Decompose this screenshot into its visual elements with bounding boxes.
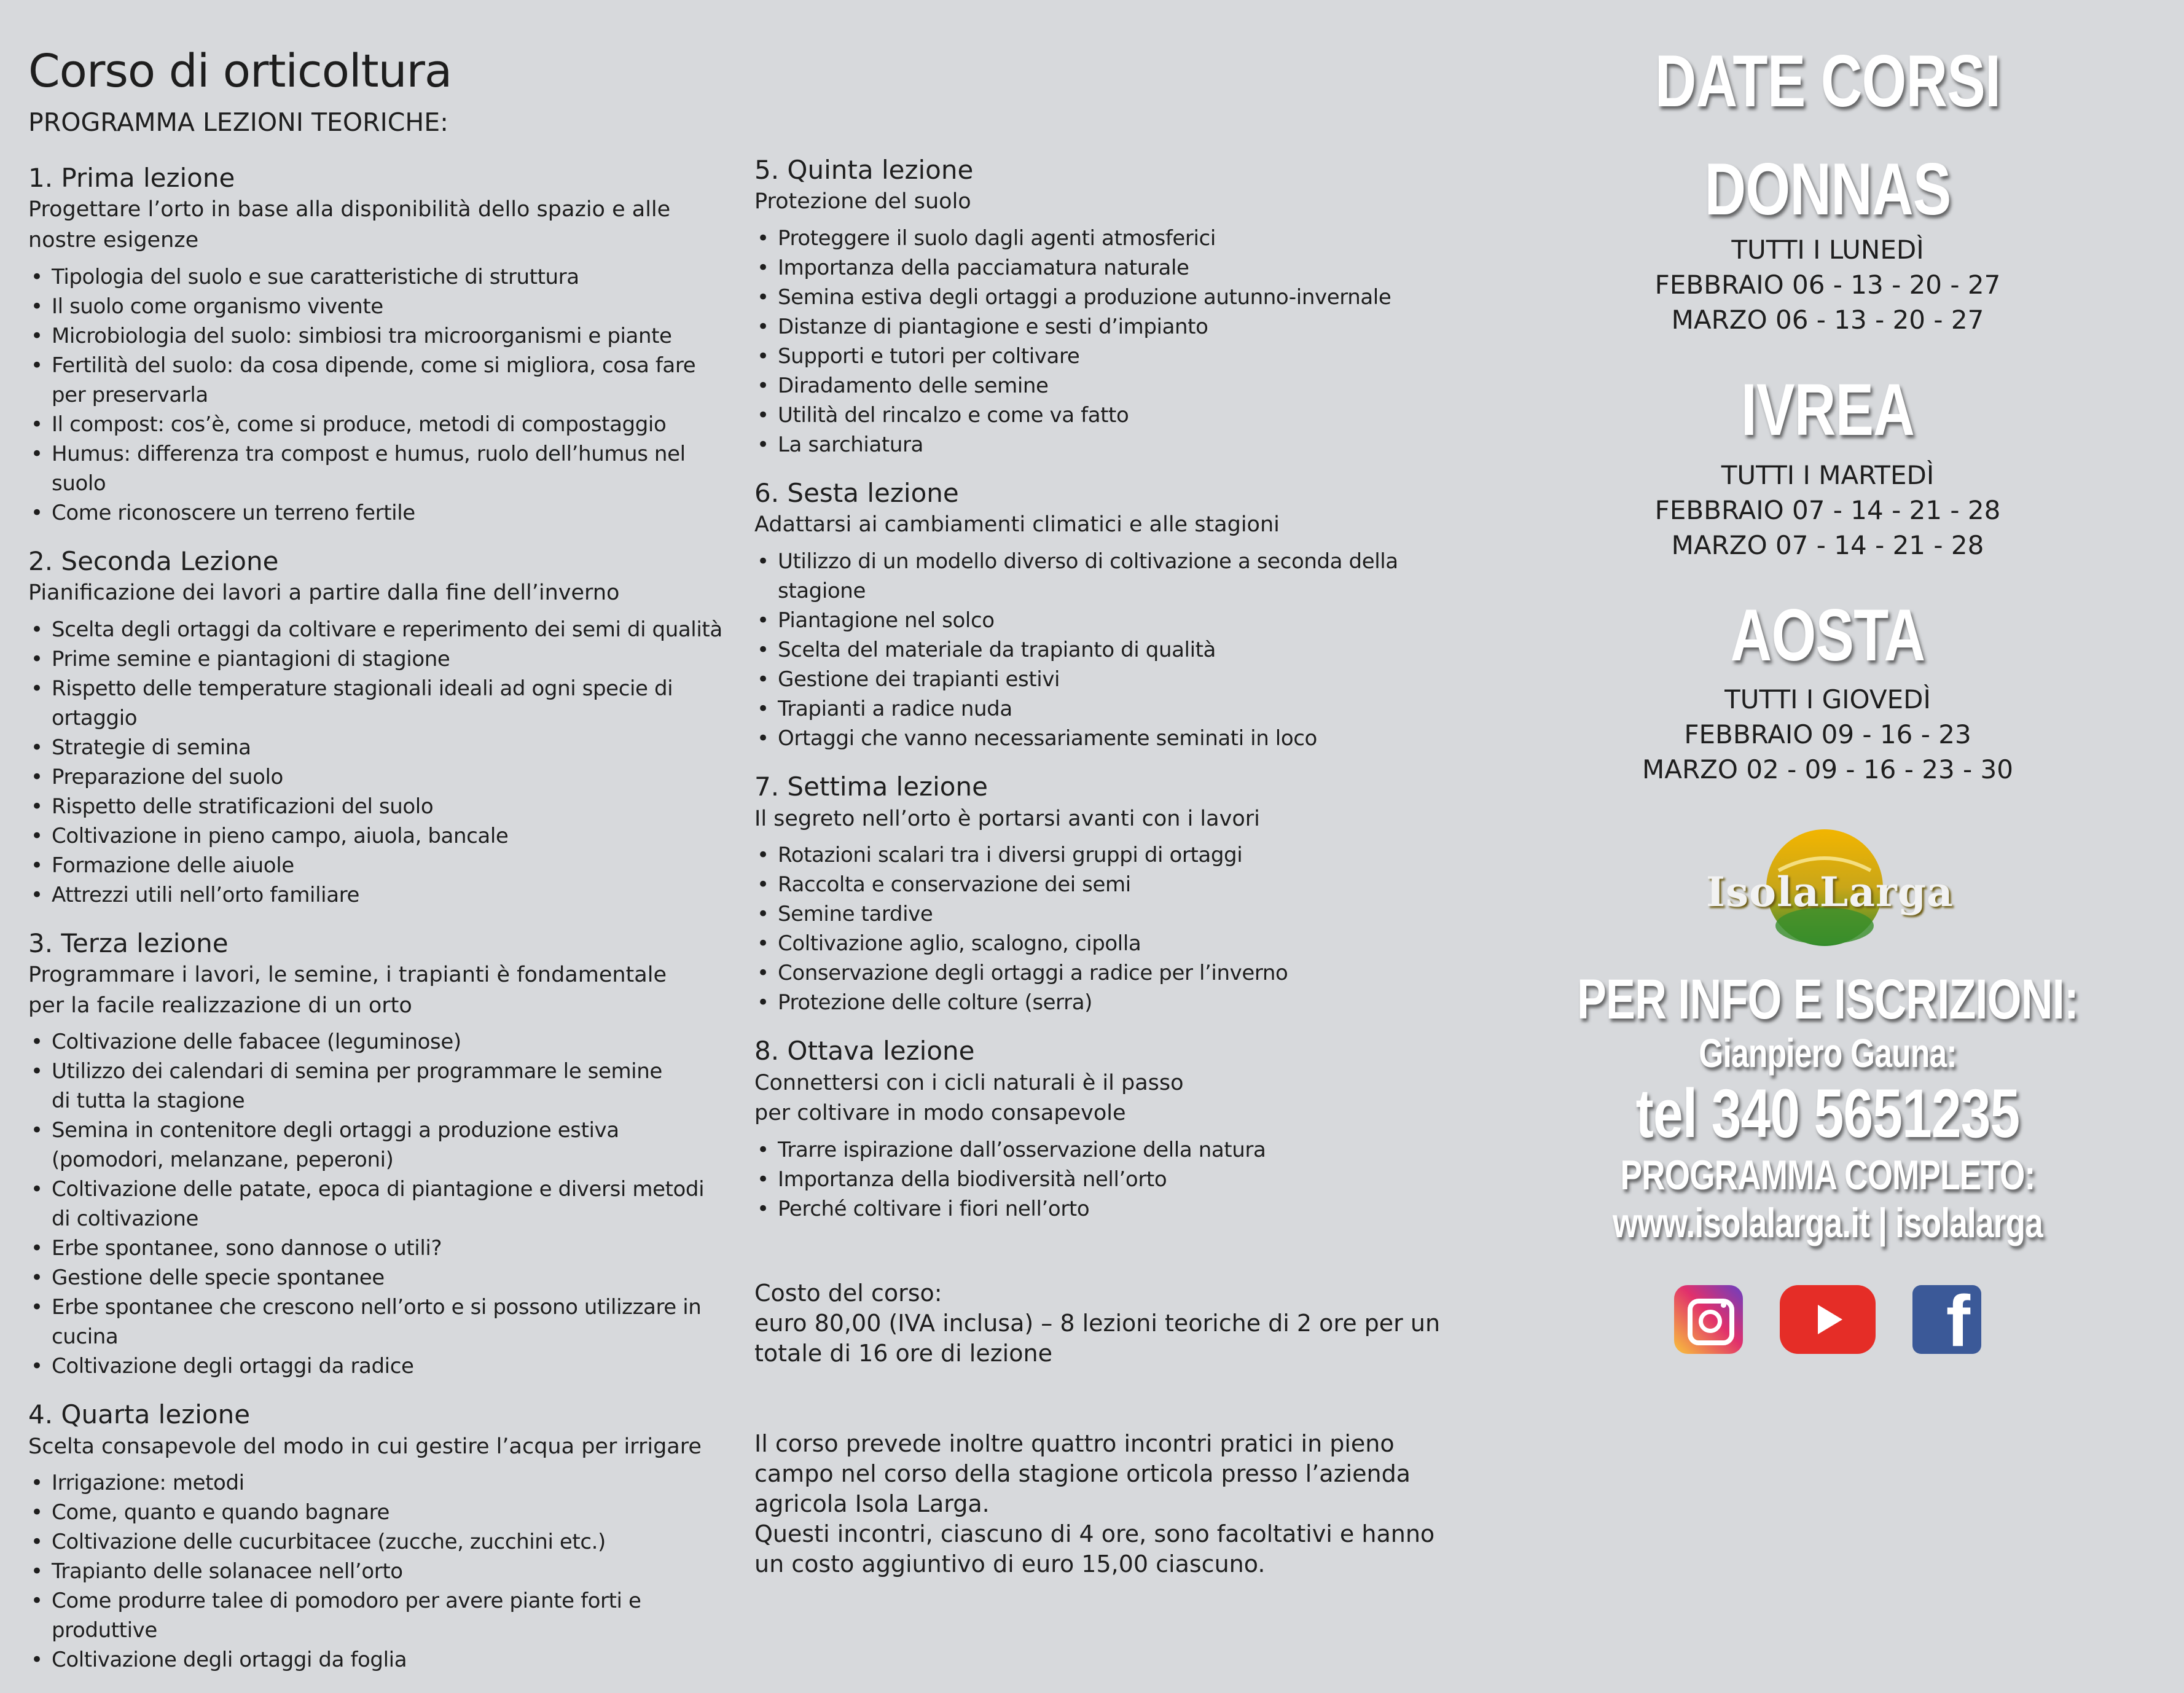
list-item: • Irrigazione: metodi [28,1468,729,1498]
list-item: • Piantagione nel solco [754,606,1442,635]
contact-name: Gianpiero Gauna: [1699,1030,1957,1076]
list-item: • Erbe spontanee, sono dannose o utili? [28,1234,729,1263]
list-item: • La sarchiatura [754,430,1442,459]
list-item: • Il compost: cos’è, come si produce, metodi di compostaggio [28,410,729,439]
facebook-icon[interactable]: f [1912,1285,1981,1354]
program-subtitle: PROGRAMMA LEZIONI TEORICHE: [28,107,448,137]
list-item: • Coltivazione delle patate, epoca di piantagione e diversi metodi di coltivazione [28,1175,729,1234]
lesson-topics [28,1468,729,1675]
list-item: • Coltivazione aglio, scalogno, cipolla [754,929,1442,958]
list-item: • Semina in contenitore degli ortaggi a produzione estiva (pomodori, melanzane, peperoni) [28,1116,729,1175]
instagram-icon[interactable] [1674,1285,1743,1354]
list-item: • Il suolo come organismo vivente [28,292,729,321]
list-item: • Preparazione del suolo [28,762,729,792]
list-item: • Come, quanto e quando bagnare [28,1498,729,1527]
location-name: IVREA [1740,369,1915,451]
cost-paragraph: Costo del corso: euro 80,00 (IVA inclusa) – 8 lezioni teoriche di 2 ore per un totale di 16 ore di lezione [754,1280,1441,1367]
social-links [1499,1285,2156,1354]
location-ivrea [1499,369,2156,563]
location-donnas [1499,148,2156,337]
youtube-icon[interactable] [1780,1285,1876,1354]
schedule-february: FEBBRAIO 09 - 16 - 23 [1684,719,1971,749]
list-item: • Supporti e tutori per coltivare [754,342,1442,371]
lesson-topics [754,840,1442,1017]
right-column [1499,40,2156,1355]
list-item: • Attrezzi utili nell’orto familiare [28,880,729,910]
list-item: • Strategie di semina [28,733,729,762]
list-item: • Coltivazione degli ortaggi da radice [28,1351,729,1381]
lesson-subtitle: Protezione del suolo [754,189,971,214]
lesson-1 [28,163,729,528]
list-item: • Humus: differenza tra compost e humus, ruolo dell’humus nel suolo [28,439,729,498]
lesson-title: 3. Terza lezione [28,928,229,958]
list-item: • Perché coltivare i fiori nell’orto [754,1194,1442,1224]
list-item: • Gestione dei trapianti estivi [754,665,1442,694]
list-item: • Trapianti a radice nuda [754,694,1442,724]
lesson-topics [754,547,1442,753]
list-item: • Come riconoscere un terreno fertile [28,498,729,528]
list-item: • Prime semine e piantagioni di stagione [28,644,729,674]
lesson-subtitle: Pianificazione dei lavori a partire dalla fine dell’inverno [28,580,620,605]
course-cost [754,1248,1442,1640]
list-item: • Rispetto delle temperature stagionali ideali ad ogni specie di ortaggio [28,674,729,733]
list-item: • Erbe spontanee che crescono nell’orto e si possono utilizzare in cucina [28,1292,729,1351]
list-item: • Semine tardive [754,899,1442,929]
list-item: • Conservazione degli ortaggi a radice per l’inverno [754,958,1442,988]
list-item: • Scelta degli ortaggi da coltivare e reperimento dei semi di qualità [28,615,729,644]
lesson-6 [754,478,1442,753]
lesson-5 [754,155,1442,459]
schedule-february: FEBBRAIO 06 - 13 - 20 - 27 [1654,270,2001,300]
lesson-7 [754,772,1442,1017]
contact-phone[interactable]: tel 340 5651235 [1635,1074,2020,1152]
list-item: • Utilizzo dei calendari di semina per programmare le semine di tutta la stagione [28,1057,729,1116]
list-item: • Proteggere il suolo dagli agenti atmosferici [754,224,1442,253]
list-item: • Protezione delle colture (serra) [754,988,1442,1017]
list-item: • Tipologia del suolo e sue caratteristiche di struttura [28,262,729,292]
list-item: • Scelta del materiale da trapianto di qualità [754,635,1442,665]
list-item: • Coltivazione degli ortaggi da foglia [28,1645,729,1675]
lesson-topics [28,262,729,528]
lesson-topics [754,224,1442,459]
page-title: Corso di orticoltura [28,45,452,98]
list-item: • Utilizzo di un modello diverso di coltivazione a seconda della stagione [754,547,1442,606]
lesson-title: 7. Settima lezione [754,772,988,802]
info-heading: PER INFO E ISCRIZIONI: [1576,968,2079,1031]
list-item: • Come produrre talee di pomodoro per avere piante forti e produttive [28,1586,729,1645]
list-item: • Coltivazione delle cucurbitacee (zucche, zucchini etc.) [28,1527,729,1557]
isolalarga-logo [1693,827,1963,956]
lesson-subtitle: Connettersi con i cicli naturali è il passo per coltivare in modo consapevole [754,1070,1184,1126]
list-item: • Coltivazione delle fabacee (leguminose) [28,1027,729,1057]
lesson-topics [28,615,729,910]
location-aosta [1499,594,2156,787]
website-link[interactable]: www.isolalarga.it | isolalarga [1613,1200,2043,1247]
lesson-8 [754,1036,1442,1224]
lesson-subtitle: Programmare i lavori, le semine, i trapianti è fondamentale per la facile realizzazione di un orto [28,963,667,1018]
list-item: • Semina estiva degli ortaggi a produzione autunno-invernale [754,283,1442,312]
lesson-subtitle: Il segreto nell’orto è portarsi avanti con i lavori [754,806,1260,831]
list-item: • Distanze di piantagione e sesti d’impianto [754,312,1442,342]
list-item: • Gestione delle specie spontanee [28,1263,729,1292]
lesson-subtitle: Progettare l’orto in base alla disponibilità dello spazio e alle nostre esigenze [28,197,671,252]
schedule-day: TUTTI I GIOVEDÌ [1724,684,1931,714]
practical-meetings-paragraph: Il corso prevede inoltre quattro incontri pratici in pieno campo nel corso della stagione orticola presso l’azienda agricola Isola Larga. Questi incontri, ciascuno di 4 ore, sono facoltativi e hanno un costo aggiuntivo di euro 15,00 ciascuno. [754,1430,1435,1578]
schedule-day: TUTTI I LUNEDÌ [1731,235,1924,265]
lesson-topics [28,1027,729,1381]
list-item: • Importanza della biodiversità nell’orto [754,1165,1442,1194]
list-item: • Diradamento delle semine [754,371,1442,401]
list-item: • Raccolta e conservazione dei semi [754,870,1442,899]
list-item: • Trapianto delle solanacee nell’orto [28,1557,729,1586]
lesson-4 [28,1399,729,1675]
list-item: • Ortaggi che vanno necessariamente seminati in loco [754,724,1442,753]
location-name: AOSTA [1730,594,1925,676]
dates-heading: DATE CORSI [1654,40,2001,122]
list-item: • Trarre ispirazione dall’osservazione della natura [754,1135,1442,1165]
logo-text: IsolaLarga [1706,868,1954,916]
lesson-title: 1. Prima lezione [28,162,235,193]
schedule-march: MARZO 06 - 13 - 20 - 27 [1671,305,1984,335]
lesson-title: 5. Quinta lezione [754,155,974,185]
lesson-title: 8. Ottava lezione [754,1036,975,1066]
list-item: • Rotazioni scalari tra i diversi gruppi di ortaggi [754,840,1442,870]
list-item: • Coltivazione in pieno campo, aiuola, bancale [28,821,729,851]
lesson-title: 4. Quarta lezione [28,1399,251,1430]
schedule-march: MARZO 02 - 09 - 16 - 23 - 30 [1642,754,2013,784]
list-item: • Rispetto delle stratificazioni del suolo [28,792,729,821]
middle-column [754,155,1442,1640]
program-heading: PROGRAMMA COMPLETO: [1620,1151,2035,1198]
list-item: • Formazione delle aiuole [28,851,729,880]
list-item: • Microbiologia del suolo: simbiosi tra microorganismi e piante [28,321,729,351]
schedule-march: MARZO 07 - 14 - 21 - 28 [1671,530,1984,560]
lesson-title: 6. Sesta lezione [754,478,959,509]
lesson-2 [28,546,729,910]
list-item: • Importanza della pacciamatura naturale [754,253,1442,283]
schedule-february: FEBBRAIO 07 - 14 - 21 - 28 [1654,495,2001,525]
list-item: • Fertilità del suolo: da cosa dipende, come si migliora, cosa fare per preservarla [28,351,729,410]
lesson-title: 2. Seconda Lezione [28,545,279,576]
list-item: • Utilità del rincalzo e come va fatto [754,401,1442,430]
lesson-subtitle: Adattarsi ai cambiamenti climatici e alle stagioni [754,512,1280,538]
lesson-topics [754,1135,1442,1224]
lesson-3 [28,928,729,1382]
schedule-day: TUTTI I MARTEDÌ [1721,460,1935,490]
location-name: DONNAS [1704,148,1951,230]
lesson-subtitle: Scelta consapevole del modo in cui gestire l’acqua per irrigare [28,1434,702,1459]
left-column [28,44,729,1693]
